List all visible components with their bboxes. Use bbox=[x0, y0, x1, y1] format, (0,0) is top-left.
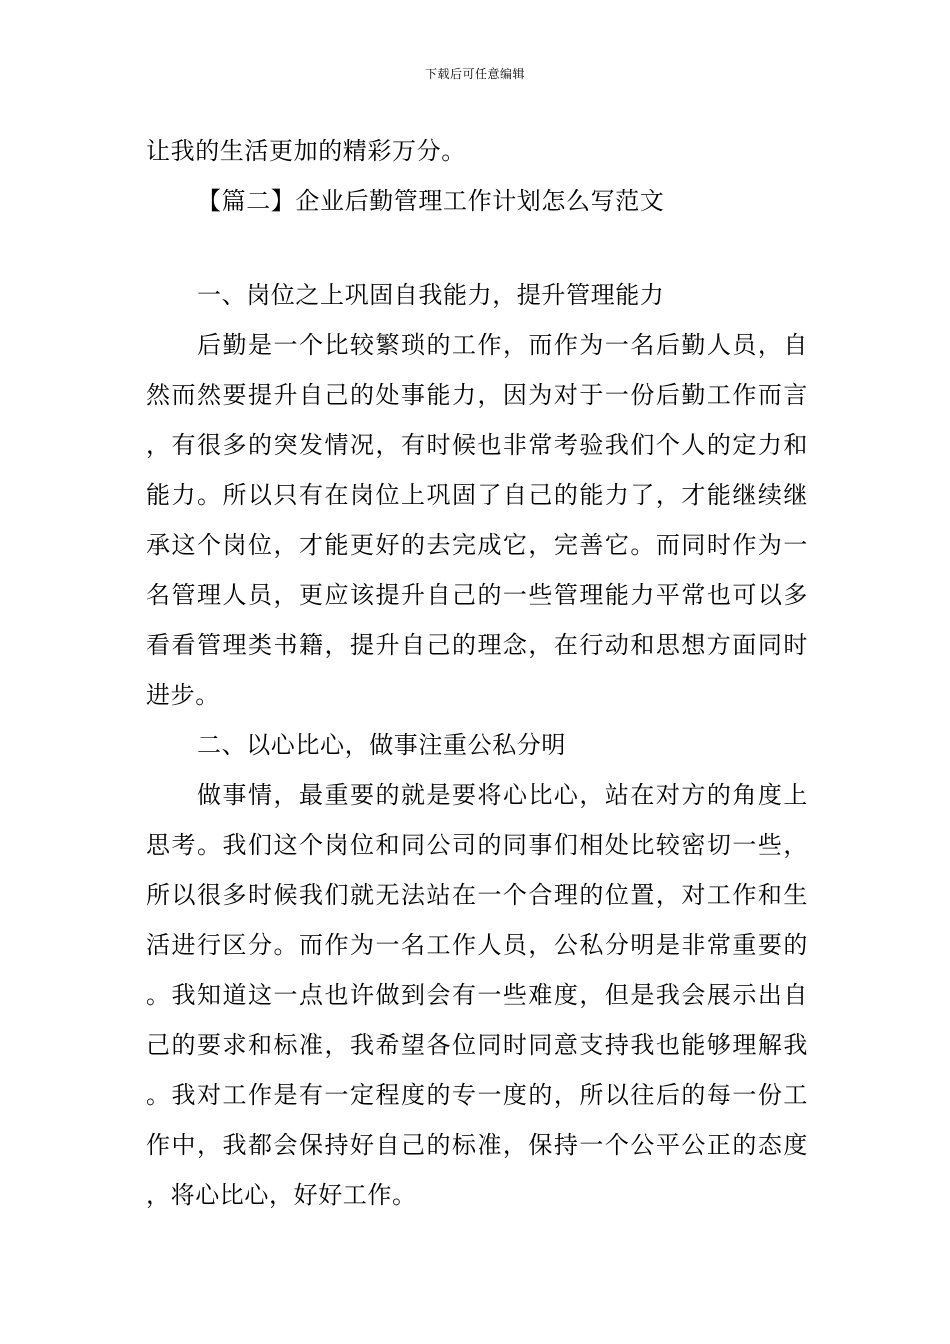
section-title: 【篇二】企业后勤管理工作计划怎么写范文 bbox=[197, 187, 665, 215]
document-body bbox=[146, 126, 808, 1220]
heading-2: 二、以心比心，做事注重公私分明 bbox=[197, 731, 566, 759]
page-header: 下载后可任意编辑 bbox=[424, 67, 525, 81]
paragraph-2: 做事情，最重要的就是要将心比心，站在对方的角度上思考。我们这个岗位和同公司的同事们相处比较密切一些，所以很多时候我们就无法站在一个合理的位置，对工作和生活进行区分。而作为一名工作人员，公私分明是非常重要的。我知道这一点也许做到会有一些难度，但是我会展示出自己的要求和标准，我希望各位同时同意支持我也能够理解我。我对工作是有一定程度的专一度的，所以往后的每一份工作中，我都会保持好自己的标准，保持一个公平公正的态度，将心比心，好好工作。 bbox=[146, 781, 808, 1209]
paragraph-1: 后勤是一个比较繁琐的工作，而作为一名后勤人员，自然而然要提升自己的处事能力，因为对于一份后勤工作而言，有很多的突发情况，有时候也非常考验我们个人的定力和能力。所以只有在岗位上巩固了自己的能力了，才能继续继承这个岗位，才能更好的去完成它，完善它。而同时作为一名管理人员，更应该提升自己的一些管理能力平常也可以多看看管理类书籍，提升自己的理念，在行动和思想方面同时进步。 bbox=[146, 331, 808, 709]
opening-line: 让我的生活更加的精彩万分。 bbox=[146, 137, 466, 165]
heading-1: 一、岗位之上巩固自我能力，提升管理能力 bbox=[197, 281, 665, 309]
blank-line bbox=[146, 226, 808, 270]
